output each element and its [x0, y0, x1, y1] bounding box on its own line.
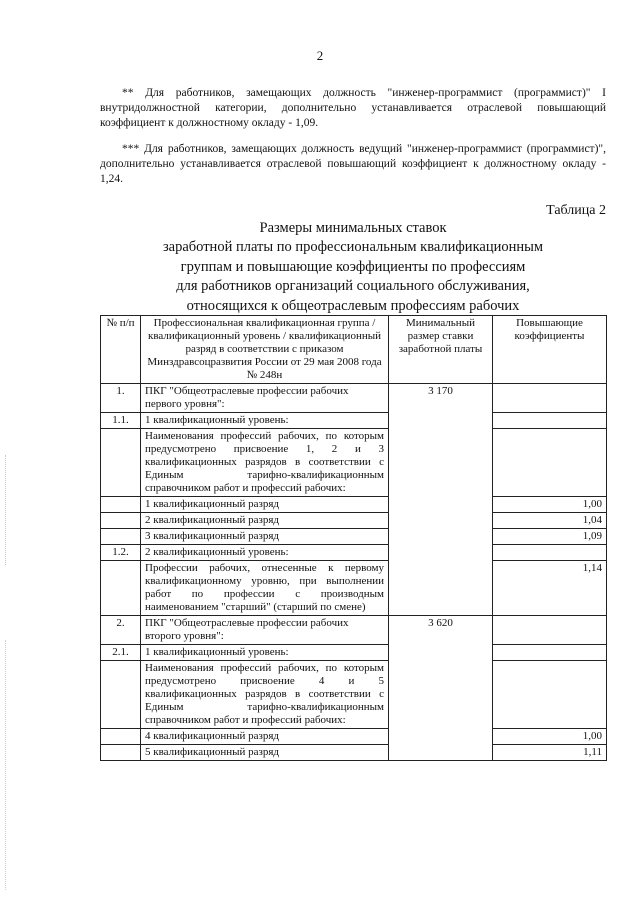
header-num: № п/п [101, 316, 141, 384]
row-coef [493, 429, 607, 497]
row-num [101, 745, 141, 761]
row-coef: 1,00 [493, 497, 607, 513]
row-text: 2 квалификационный разряд [141, 513, 389, 529]
row-coef [493, 661, 607, 729]
row-coef [493, 384, 607, 413]
row-num: 1.1. [101, 413, 141, 429]
row-text: 4 квалификационный разряд [141, 729, 389, 745]
table-row [101, 661, 607, 729]
row-coef [493, 545, 607, 561]
header-group: Профессиональная квалификационная группа / квалификационный уровень / квалификационный разряд в соответствии с приказом Минздравсоцразвития России от 29 мая 2008 года № 248н [141, 316, 389, 384]
table-heading [100, 219, 606, 316]
row-text: 1 квалификационный разряд [141, 497, 389, 513]
table-row [101, 745, 607, 761]
table-label: Таблица 2 [546, 203, 606, 218]
row-num [101, 497, 141, 513]
row-coef [493, 413, 607, 429]
row-num: 2. [101, 616, 141, 645]
row-text: ПКГ "Общеотраслевые профессии рабочих второго уровня": [141, 616, 389, 645]
row-text: 1 квалификационный уровень: [141, 645, 389, 661]
row-coef [493, 645, 607, 661]
footnote-triple-star: *** Для работников, замещающих должность ведущий "инженер-программист (программист)", дополнительно устанавливается отраслевой повышающий коэффициент к должностному окладу - 1,24. [100, 143, 606, 185]
rates-table [100, 315, 607, 761]
heading-line: относящихся к общеотраслевым профессиям рабочих [186, 297, 520, 314]
table-row [101, 529, 607, 545]
row-num [101, 529, 141, 545]
row-num [101, 729, 141, 745]
header-rate: Минимальный размер ставки заработной платы [389, 316, 493, 384]
row-text: 5 квалификационный разряд [141, 745, 389, 761]
row-num: 1. [101, 384, 141, 413]
heading-line: для работников организаций социального обслуживания, [176, 278, 530, 295]
row-num [101, 661, 141, 729]
table-row [101, 384, 607, 413]
heading-line: группам и повышающие коэффициенты по профессиям [180, 258, 526, 275]
page-number: 2 [316, 48, 324, 63]
row-coef: 1,04 [493, 513, 607, 529]
row-num: 1.2. [101, 545, 141, 561]
row-text: 2 квалификационный уровень: [141, 545, 389, 561]
row-num [101, 561, 141, 616]
row-coef: 1,11 [493, 745, 607, 761]
row-text: ПКГ "Общеотраслевые профессии рабочих первого уровня": [141, 384, 389, 413]
row-num [101, 513, 141, 529]
table-row [101, 729, 607, 745]
scan-margin-mark [5, 640, 7, 890]
row-text: Профессии рабочих, отнесенные к первому квалификационному уровню, при выполнении работ по профессии с производным наименованием "старший" (старший по смене) [141, 561, 389, 616]
row-text: 3 квалификационный разряд [141, 529, 389, 545]
rate-cell: 3 620 [389, 616, 493, 761]
heading-line: Размеры минимальных ставок [259, 220, 447, 236]
row-num: 2.1. [101, 645, 141, 661]
heading-line: заработной платы по профессиональным квалификационным [162, 239, 544, 256]
row-coef: 1,14 [493, 561, 607, 616]
table-row [101, 497, 607, 513]
table-row [101, 561, 607, 616]
row-text: Наименования профессий рабочих, по которым предусмотрено присвоение 4 и 5 квалификационных разрядов в соответствии с Единым тарифно-квалификационным справочником работ и профессий рабочих: [141, 661, 389, 729]
row-coef: 1,00 [493, 729, 607, 745]
row-num [101, 429, 141, 497]
table-row [101, 513, 607, 529]
rate-cell: 3 170 [389, 384, 493, 616]
table-row [101, 645, 607, 661]
table-row [101, 616, 607, 645]
table-row [101, 413, 607, 429]
row-text: 1 квалификационный уровень: [141, 413, 389, 429]
row-text: Наименования профессий рабочих, по которым предусмотрено присвоение 1, 2 и 3 квалификационных разрядов в соответствии с Единым тарифно-квалификационным справочником работ и профессий рабочих: [141, 429, 389, 497]
scan-margin-mark [5, 455, 7, 565]
table-row [101, 545, 607, 561]
table-row [101, 429, 607, 497]
footnote-double-star: ** Для работников, замещающих должность "инженер-программист (программист)" I внутридолжностной категории, дополнительно устанавливается отраслевой повышающий коэффициент к должностному окладу - 1,09. [100, 87, 606, 129]
table-header-row [101, 316, 607, 384]
row-coef [493, 616, 607, 645]
header-coef: Повышающие коэффициенты [493, 316, 607, 384]
row-coef: 1,09 [493, 529, 607, 545]
